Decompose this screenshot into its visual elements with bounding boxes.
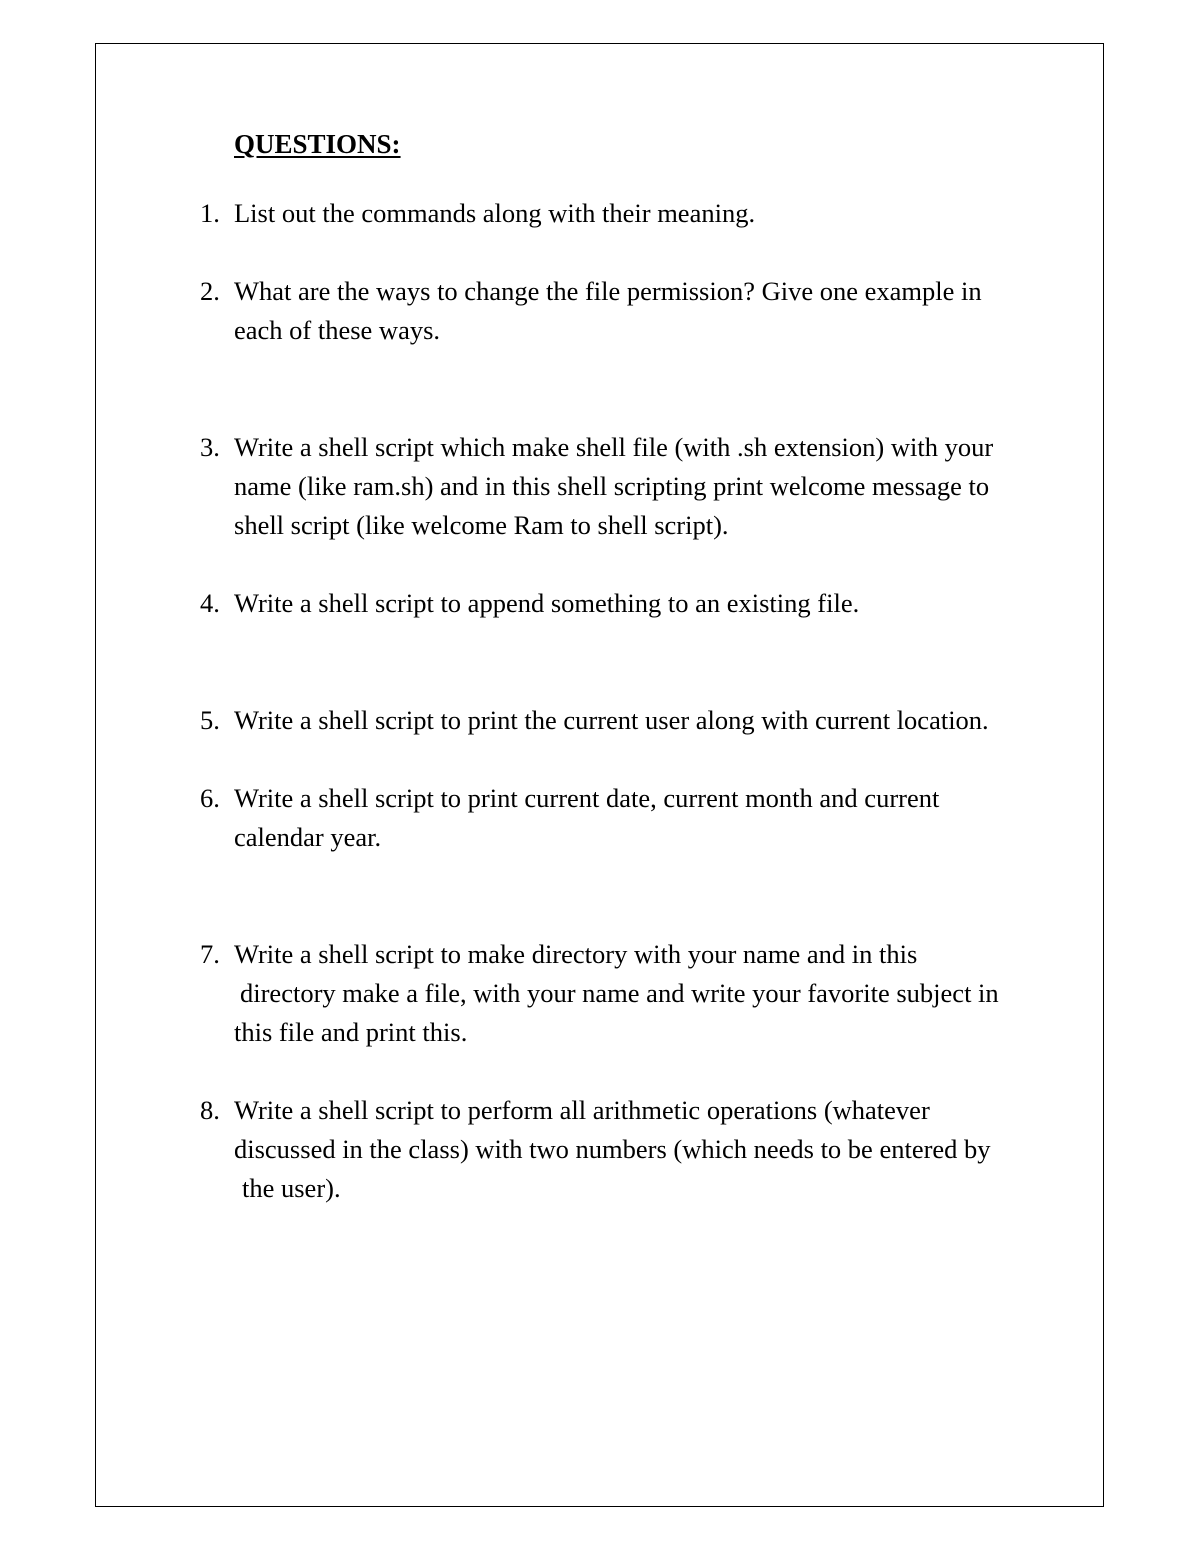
question-number: 3. bbox=[200, 432, 220, 462]
question-text-line: directory make a file, with your name and write your favorite subject in bbox=[240, 978, 999, 1008]
page-border bbox=[95, 43, 1104, 1507]
question-text-line: Write a shell script to perform all arithmetic operations (whatever bbox=[234, 1095, 930, 1125]
question-number: 1. bbox=[200, 198, 220, 228]
question-text-line: shell script (like welcome Ram to shell script). bbox=[234, 510, 729, 540]
question-text-line: Write a shell script to print current date, current month and current bbox=[234, 783, 940, 813]
question-item-4 bbox=[200, 584, 1100, 623]
question-number: 2. bbox=[200, 276, 220, 306]
question-text-line: Write a shell script to append something to an existing file. bbox=[234, 588, 860, 618]
question-item-3 bbox=[200, 428, 1100, 545]
question-item-8 bbox=[200, 1091, 1100, 1208]
page-title: QUESTIONS: bbox=[234, 129, 401, 159]
question-number: 8. bbox=[200, 1095, 220, 1125]
question-text-line: Write a shell script which make shell file (with .sh extension) with your bbox=[234, 432, 994, 462]
question-text-line: List out the commands along with their meaning. bbox=[234, 198, 756, 228]
question-number: 4. bbox=[200, 588, 220, 618]
question-text-line: name (like ram.sh) and in this shell scripting print welcome message to bbox=[234, 471, 990, 501]
question-text-line: this file and print this. bbox=[234, 1017, 468, 1047]
question-number: 7. bbox=[200, 939, 220, 969]
question-text-line: discussed in the class) with two numbers (which needs to be entered by bbox=[234, 1134, 991, 1164]
question-text-line: the user). bbox=[242, 1173, 341, 1203]
question-text-line: Write a shell script to make directory with your name and in this bbox=[234, 939, 918, 969]
question-item-7 bbox=[200, 935, 1100, 1052]
question-item-5 bbox=[200, 701, 1100, 740]
question-item-1 bbox=[200, 194, 1100, 233]
question-text-line: What are the ways to change the file permission? Give one example in bbox=[234, 276, 982, 306]
question-text-line: Write a shell script to print the current user along with current location. bbox=[234, 705, 989, 735]
question-number: 5. bbox=[200, 705, 220, 735]
question-text-line: each of these ways. bbox=[234, 315, 441, 345]
question-item-6 bbox=[200, 779, 1100, 857]
question-number: 6. bbox=[200, 783, 220, 813]
question-item-2 bbox=[200, 272, 1100, 350]
question-text-line: calendar year. bbox=[234, 822, 382, 852]
